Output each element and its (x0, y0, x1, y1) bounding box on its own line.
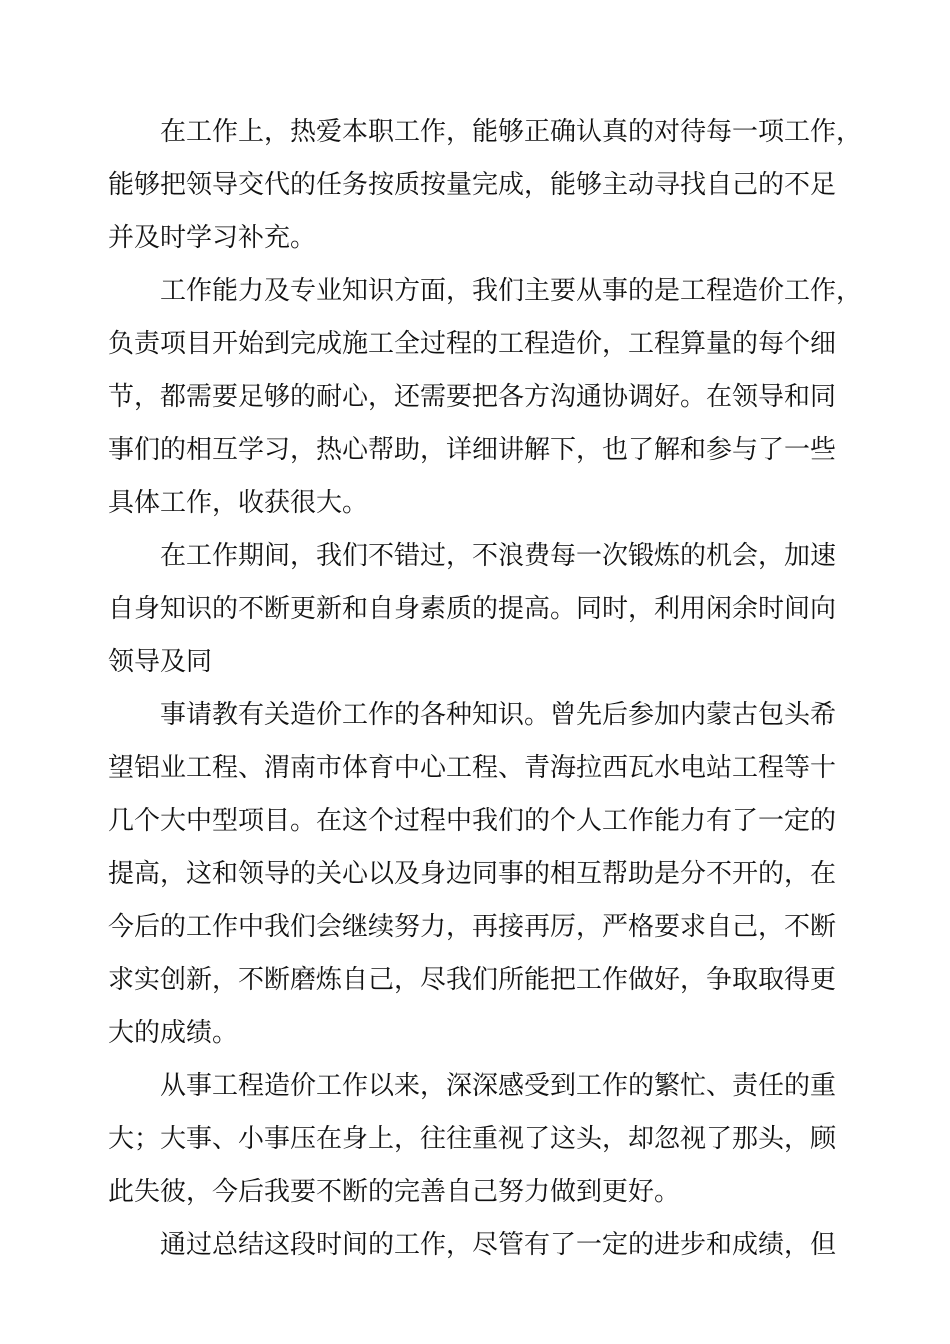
text-line: 此失彼，今后我要不断的完善自己努力做到更好。 (108, 1177, 681, 1207)
text-line: 工作能力及专业知识方面，我们主要从事的是工程造价工作， (160, 276, 863, 306)
text-line: 节，都需要足够的耐心，还需要把各方沟通协调好。在领导和同 (108, 382, 837, 412)
text-line: 大；大事、小事压在身上，往往重视了这头，却忽视了那头，顾 (108, 1124, 837, 1154)
text-line: 领导及同 (108, 647, 213, 677)
text-line: 并及时学习补充。 (108, 223, 317, 253)
text-line: 大的成绩。 (108, 1018, 239, 1048)
text-line: 在工作期间，我们不错过，不浪费每一次锻炼的机会，加速 (160, 541, 837, 571)
text-line: 从事工程造价工作以来，深深感受到工作的繁忙、责任的重 (160, 1071, 837, 1101)
text-line: 提高，这和领导的关心以及身边同事的相互帮助是分不开的，在 (108, 859, 837, 889)
text-line: 事请教有关造价工作的各种知识。曾先后参加内蒙古包头希 (160, 700, 837, 730)
text-line: 能够把领导交代的任务按质按量完成，能够主动寻找自己的不足 (108, 170, 837, 200)
text-line: 望铝业工程、渭南市体育中心工程、青海拉西瓦水电站工程等十 (108, 753, 837, 783)
text-line: 求实创新，不断磨炼自己，尽我们所能把工作做好，争取取得更 (108, 965, 837, 995)
text-line: 通过总结这段时间的工作，尽管有了一定的进步和成绩，但 (160, 1230, 837, 1260)
text-line: 在工作上，热爱本职工作，能够正确认真的对待每一项工作， (160, 117, 863, 147)
text-line: 事们的相互学习，热心帮助，详细讲解下，也了解和参与了一些 (108, 435, 837, 465)
text-line: 负责项目开始到完成施工全过程的工程造价，工程算量的每个细 (108, 329, 837, 359)
text-line: 自身知识的不断更新和自身素质的提高。同时，利用闲余时间向 (108, 594, 837, 624)
text-line: 今后的工作中我们会继续努力，再接再厉，严格要求自己，不断 (108, 912, 837, 942)
document-body (108, 106, 868, 1272)
text-line: 几个大中型项目。在这个过程中我们的个人工作能力有了一定的 (108, 806, 837, 836)
text-line: 具体工作，收获很大。 (108, 488, 369, 518)
